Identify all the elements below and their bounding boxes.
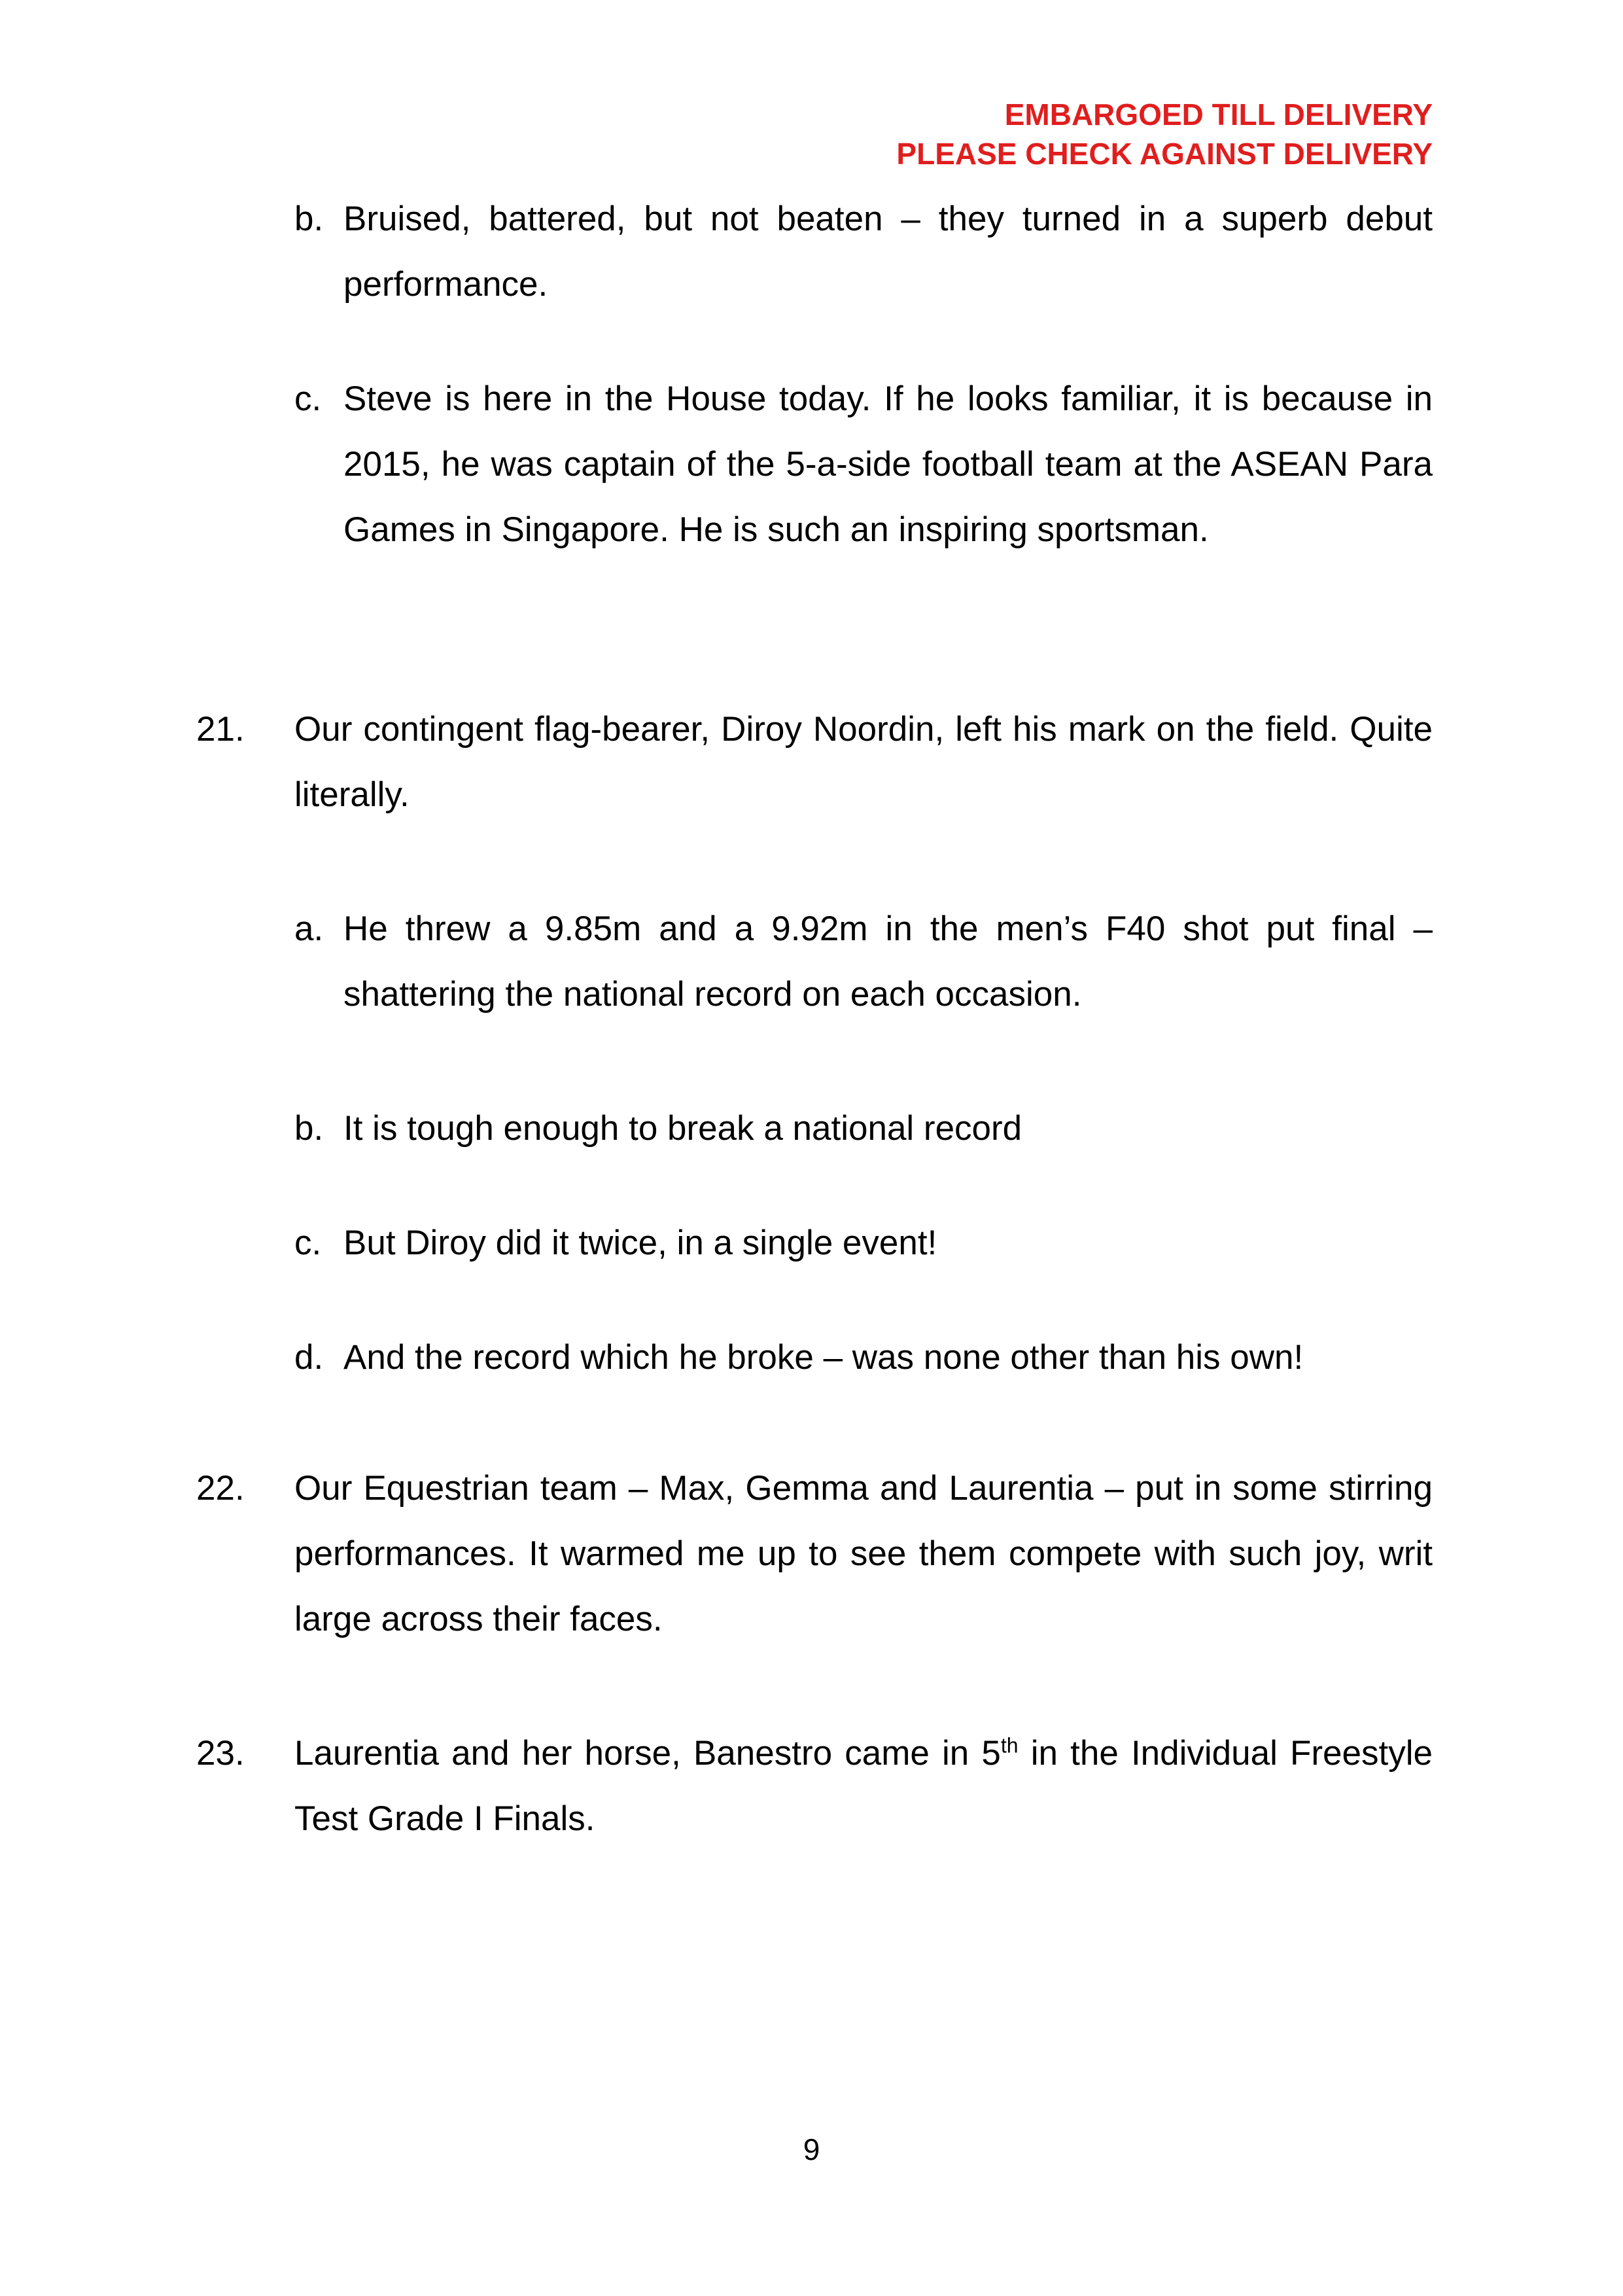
paragraph-23 <box>196 1721 1433 1852</box>
ordinal-superscript: th <box>1000 1733 1019 1757</box>
item-letter: c. <box>294 380 322 418</box>
paragraph-text: Our Equestrian team – Max, Gemma and Laurentia – put in some stirring performances. It warmed me up to see them compete with such joy, writ large across their faces. <box>294 1469 1433 1638</box>
list-item <box>294 366 1433 563</box>
item-letter: b. <box>294 200 324 238</box>
item-text: But Diroy did it twice, in a single event! <box>343 1224 937 1262</box>
list-item <box>294 186 1433 317</box>
paragraph-text <box>294 1721 1433 1852</box>
item-text: He threw a 9.85m and a 9.92m in the men’s F40 shot put final – shattering the national record on each occasion. <box>343 910 1433 1014</box>
page-number: 9 <box>803 2132 820 2166</box>
item-text: Bruised, battered, but not beaten – they turned in a superb debut performance. <box>343 200 1433 304</box>
paragraph-22 <box>196 1456 1433 1652</box>
list-item <box>294 1325 1433 1390</box>
item-letter: c. <box>294 1224 322 1262</box>
paragraph-21 <box>196 697 1433 828</box>
list-item <box>294 896 1433 1027</box>
paragraph-number: 22. <box>196 1469 245 1508</box>
list-item <box>294 1096 1433 1161</box>
embargo-header <box>896 95 1433 173</box>
embargo-line: EMBARGOED TILL DELIVERY <box>1004 97 1433 132</box>
item-letter: d. <box>294 1338 324 1377</box>
check-delivery-line: PLEASE CHECK AGAINST DELIVERY <box>896 137 1433 171</box>
item-text: Steve is here in the House today. If he looks familiar, it is because in 2015, he was captain of the 5-a-side football team at the ASEAN Para Games in Singapore. He is such an inspiring sportsman. <box>343 380 1433 549</box>
item-letter: b. <box>294 1109 324 1148</box>
paragraph-number: 21. <box>196 710 245 749</box>
item-letter: a. <box>294 910 324 948</box>
text-segment: in the Individual Freestyle Test Grade I Finals. <box>294 1734 1433 1838</box>
list-item <box>294 1210 1433 1276</box>
text-segment: Laurentia and her horse, Banestro came in 5 <box>294 1734 1001 1773</box>
paragraph-text: Our contingent flag-bearer, Diroy Noordin, left his mark on the field. Quite literally. <box>294 710 1433 814</box>
paragraph-number: 23. <box>196 1734 245 1773</box>
item-text: And the record which he broke – was none other than his own! <box>343 1338 1304 1377</box>
item-text: It is tough enough to break a national record <box>343 1109 1022 1148</box>
